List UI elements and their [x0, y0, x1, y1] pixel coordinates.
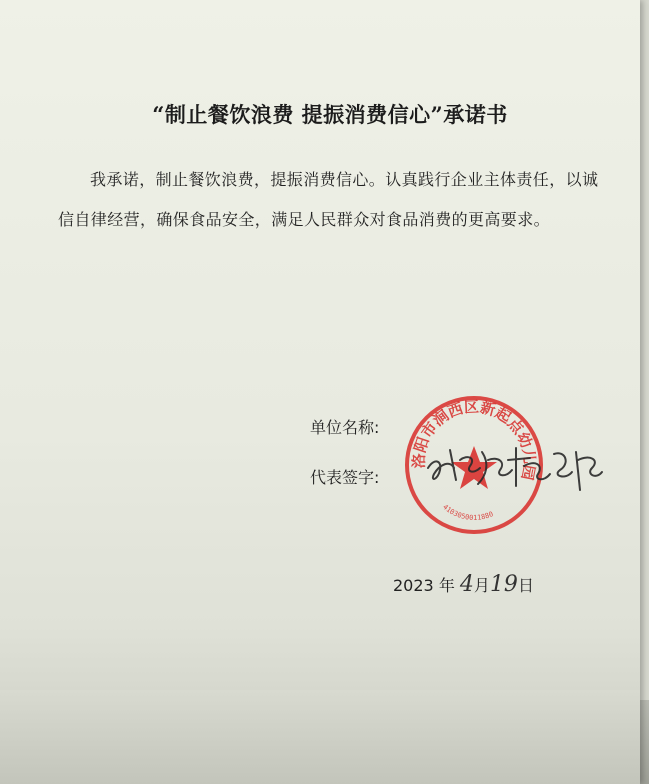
paper-shadow-area [0, 690, 640, 784]
date-year-suffix: 年 [438, 576, 455, 595]
signing-date [393, 572, 534, 597]
svg-text:洛阳市涧西区新起点幼儿园: 洛阳市涧西区新起点幼儿园 [409, 397, 539, 482]
pledge-body: 我承诺，制止餐饮浪费，提振消费信心。认真践行企业主体责任，以诚信自律经营，确保食品安全，满足人民群众对食品消费的更高要求。 [58, 170, 599, 229]
date-day-suffix: 日 [517, 576, 534, 595]
date-month: 4 [459, 572, 474, 597]
representative-signature-label: 代表签字: [310, 468, 380, 487]
document-title: “制止餐饮浪费 提振消费信心”承诺书 [152, 102, 508, 127]
svg-text:4103050011880: 4103050011880 [441, 502, 495, 522]
handwritten-signature [420, 430, 610, 500]
unit-name-label: 单位名称: [310, 418, 380, 437]
date-year: 2023 [393, 576, 434, 595]
date-day: 19 [489, 572, 518, 597]
date-month-suffix: 月 [473, 576, 490, 595]
